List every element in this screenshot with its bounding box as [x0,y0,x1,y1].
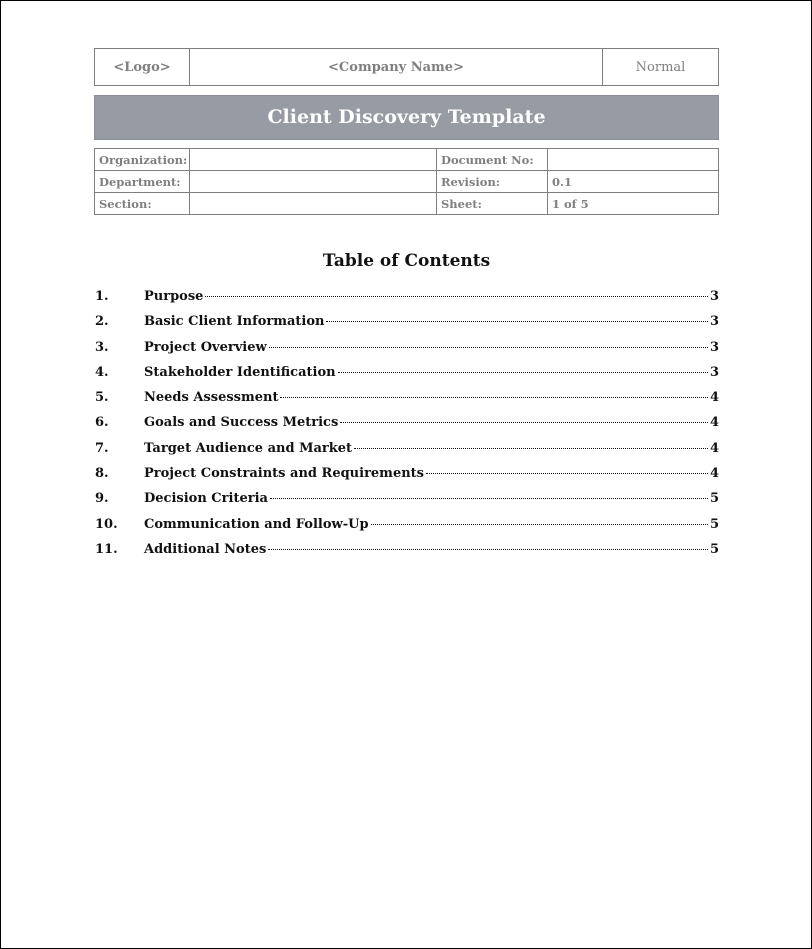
toc-number: 6. [95,415,109,431]
toc-entry-project-overview[interactable] [94,340,719,365]
toc-title: Decision Criteria [144,491,268,507]
info-row [95,171,719,193]
document-info-table [94,148,719,215]
organization-label: Organization: [95,149,190,171]
toc-title: Needs Assessment [144,390,279,406]
status-label: Normal [603,49,719,86]
toc-leader-dots [280,397,708,398]
toc-number: 8. [95,466,109,482]
toc-leader-dots [268,549,708,550]
department-label: Department: [95,171,190,193]
toc-entry-needs-assessment[interactable] [94,390,719,415]
toc-number: 11. [95,541,118,557]
toc-page-number: 5 [710,541,720,557]
toc-list [94,289,719,567]
document-title: Client Discovery Template [94,95,719,140]
toc-title: Additional Notes [144,541,267,557]
toc-number: 2. [95,314,109,330]
toc-leader-dots [426,473,708,474]
toc-number: 1. [95,289,109,304]
company-name: <Company Name> [190,49,603,86]
toc-entry-communication-and-follow-up[interactable] [94,517,719,542]
toc-leader-dots [371,524,708,525]
toc-entry-stakeholder-identification[interactable] [94,365,719,390]
toc-title: Purpose [144,289,204,304]
toc-leader-dots [205,296,708,297]
toc-leader-dots [326,321,708,322]
toc-entry-purpose[interactable] [94,289,719,314]
info-row [95,149,719,171]
toc-title: Project Overview [144,339,267,355]
toc-page-number: 3 [710,364,720,380]
toc-entry-basic-client-information[interactable] [94,314,719,339]
toc-entry-project-constraints-and-requirements[interactable] [94,466,719,491]
toc-title: Goals and Success Metrics [144,415,339,431]
toc-number: 7. [95,440,109,456]
toc-page-number: 4 [710,390,720,406]
toc-title: Basic Client Information [144,314,325,330]
organization-value [190,149,437,171]
revision-label: Revision: [437,171,548,193]
document-no-value [548,149,719,171]
logo-placeholder: <Logo> [95,49,190,86]
document-header [94,48,719,86]
toc-page-number: 4 [710,440,720,456]
toc-page-number: 5 [710,491,720,507]
toc-page-number: 3 [710,314,720,330]
toc-entry-additional-notes[interactable] [94,542,719,567]
toc-leader-dots [269,347,708,348]
toc-leader-dots [270,498,708,499]
toc-leader-dots [340,422,708,423]
toc-number: 5. [95,390,109,406]
toc-leader-dots [354,448,708,449]
toc-heading: Table of Contents [322,251,491,271]
toc-title: Project Constraints and Requirements [144,466,424,482]
toc-page-number: 3 [710,289,720,304]
sheet-value: 1 of 5 [548,193,719,215]
toc-entry-decision-criteria[interactable] [94,491,719,516]
toc-number: 9. [95,491,109,507]
toc-title: Target Audience and Market [144,440,353,456]
info-row [95,193,719,215]
toc-number: 10. [95,516,118,532]
toc-page-number: 3 [710,339,720,355]
sheet-label: Sheet: [437,193,548,215]
toc-number: 3. [95,339,109,355]
department-value [190,171,437,193]
toc-page-number: 4 [710,415,720,431]
toc-title: Communication and Follow-Up [144,516,369,532]
section-label: Section: [95,193,190,215]
toc-entry-goals-and-success-metrics[interactable] [94,415,719,440]
toc-page-number: 5 [710,516,720,532]
section-value [190,193,437,215]
toc-title: Stakeholder Identification [144,364,336,380]
revision-value: 0.1 [548,171,719,193]
toc-entry-target-audience-and-market[interactable] [94,441,719,466]
toc-page-number: 4 [710,466,720,482]
toc-leader-dots [338,372,708,373]
document-no-label: Document No: [437,149,548,171]
toc-number: 4. [95,364,109,380]
